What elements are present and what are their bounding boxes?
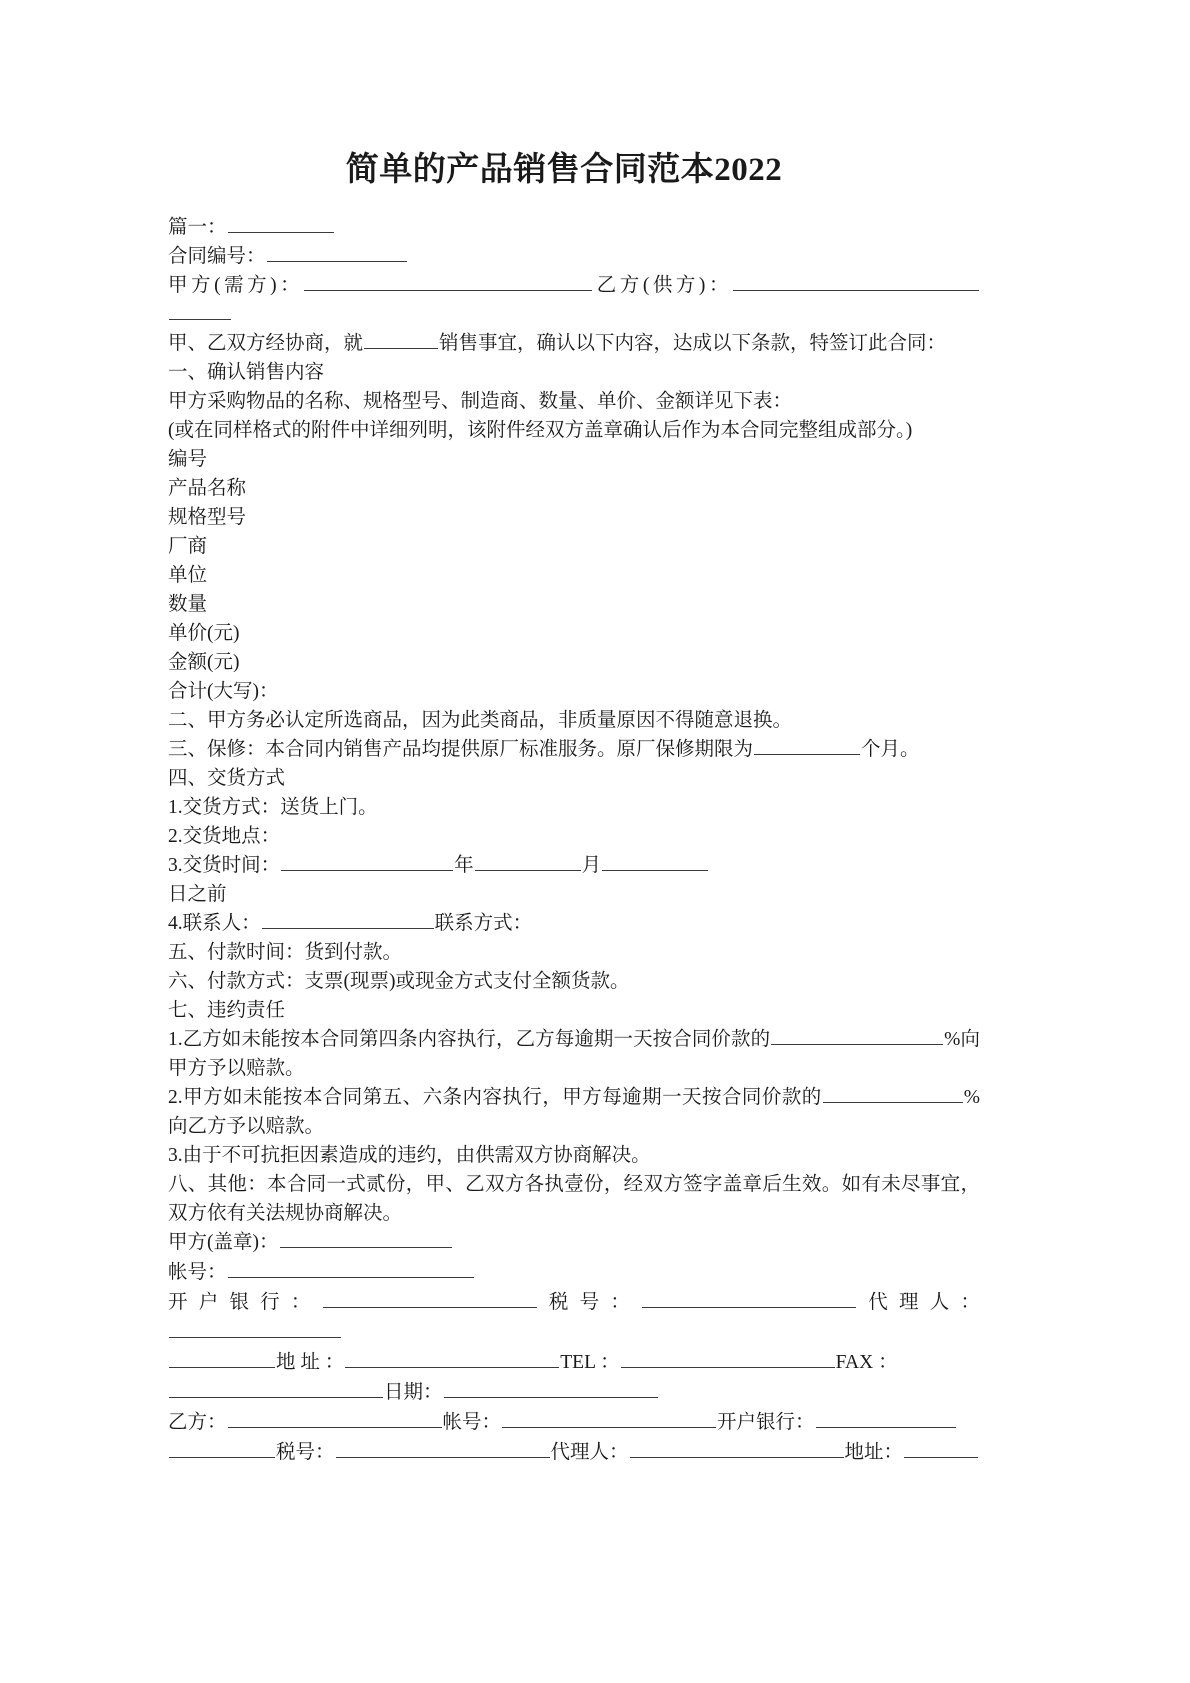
section-four-item-3 — [168, 851, 980, 880]
party-b-tax-line — [168, 1438, 980, 1468]
party-a-agent-blank-wrap[interactable] — [169, 1349, 275, 1368]
party-a-agent-blank[interactable] — [169, 1319, 341, 1338]
table-field-total-uppercase: 合计(大写)： — [168, 681, 279, 703]
party-a-date-blank[interactable] — [444, 1379, 658, 1398]
intro-after: 销售事宜，确认以下内容，达成以下条款，特签订此合同： — [439, 333, 947, 355]
line-contract-number — [168, 242, 980, 271]
contract-number-label: 合同编号： — [168, 246, 266, 268]
breach-b-before: 1.乙方如未能按本合同第四条内容执行，乙方每逾期一天按合同价款的 — [168, 1029, 771, 1051]
table-field-unit-price: 单价(元) — [168, 623, 240, 645]
table-field-manufacturer: 厂商 — [168, 536, 208, 558]
party-a-fax-blank[interactable] — [169, 1379, 383, 1398]
party-b-account-label: 帐号： — [442, 1412, 502, 1434]
party-b-blank-wrap[interactable] — [169, 301, 231, 320]
party-a-tel-blank[interactable] — [621, 1349, 835, 1368]
party-a-date-line — [168, 1378, 980, 1408]
party-b-line — [168, 1408, 980, 1438]
table-field-amount: 金额(元) — [168, 652, 240, 674]
delivery-month-blank[interactable] — [475, 852, 581, 871]
table-field-unit: 单位 — [168, 565, 208, 587]
delivery-day-blank[interactable] — [602, 852, 708, 871]
section-seven-item-2 — [168, 1083, 980, 1141]
party-a-tax-label: 税号： — [537, 1292, 642, 1314]
section-four-item-4 — [168, 909, 980, 938]
party-a-account-blank[interactable] — [228, 1259, 474, 1278]
line-parties — [168, 271, 980, 329]
document-body — [168, 213, 980, 1468]
section-three — [168, 735, 980, 764]
party-b-tax-blank[interactable] — [336, 1439, 550, 1458]
heading-section-seven: 七、违约责任 — [168, 1000, 286, 1022]
party-a-bank-line — [168, 1288, 980, 1348]
party-a-date-label: 日期： — [384, 1382, 443, 1404]
section-five: 五、付款时间：货到付款。 — [168, 942, 403, 964]
party-a-bank-blank[interactable] — [323, 1289, 537, 1308]
line-pian-yi — [168, 213, 980, 242]
section-four-item-2: 2.交货地点： — [168, 826, 281, 848]
party-a-address-line — [168, 1348, 980, 1378]
contract-number-blank[interactable] — [267, 243, 407, 262]
page-title: 简单的产品销售合同范本2022 — [345, 152, 783, 188]
section-seven-item-1 — [168, 1025, 980, 1083]
party-a-seal-line — [168, 1228, 980, 1258]
signature-block — [168, 1228, 980, 1468]
section-two: 二、甲方务必认定所选商品，因为此类商品，非质量原因不得随意退换。 — [168, 710, 793, 732]
party-a-tax-blank[interactable] — [642, 1289, 856, 1308]
party-b-account-blank[interactable] — [502, 1409, 716, 1428]
party-b-name-label: 乙方： — [168, 1412, 227, 1434]
delivery-time-prefix: 3.交货时间： — [168, 855, 281, 877]
party-b-address-blank[interactable] — [904, 1439, 978, 1458]
section-four-item-3-cont: 日之前 — [168, 884, 227, 906]
breach-b-after: %向甲方予以赔款。 — [168, 1029, 980, 1080]
pian-yi-blank[interactable] — [228, 214, 334, 233]
party-b-agent-label: 代理人： — [550, 1442, 629, 1464]
party-b-agent-blank[interactable] — [630, 1439, 844, 1458]
section-three-after: 个月。 — [861, 739, 920, 761]
party-b-bank-label: 开户银行： — [717, 1412, 815, 1434]
party-a-seal-blank[interactable] — [280, 1229, 452, 1248]
contact-person-blank[interactable] — [262, 910, 434, 929]
party-a-address-label: 地 址 ： — [276, 1352, 345, 1374]
party-b-tax-label: 税号： — [276, 1442, 335, 1464]
section-four-item-1: 1.交货方式：送货上门。 — [168, 797, 378, 819]
table-field-spec-model: 规格型号 — [168, 507, 247, 529]
line-intro — [168, 329, 980, 358]
party-a-account-label: 帐号： — [168, 1262, 227, 1284]
party-b-bank-blank-wrap[interactable] — [169, 1439, 275, 1458]
breach-a-after: %向乙方予以赔款。 — [168, 1087, 980, 1138]
section-eight: 八、其他：本合同一式贰份，甲、乙双方各执壹份，经双方签字盖章后生效。如有未尽事宜，双方依有关法规协商解决。 — [168, 1174, 980, 1225]
breach-a-before: 2.甲方如未能按本合同第五、六条内容执行，甲方每逾期一天按合同价款的 — [168, 1087, 822, 1109]
breach-a-percent-blank[interactable] — [823, 1084, 963, 1103]
section-three-before: 三、保修：本合同内销售产品均提供原厂标准服务。原厂保修期限为 — [168, 739, 754, 761]
party-b-bank-blank[interactable] — [816, 1409, 956, 1428]
party-a-tel-label: TEL ： — [560, 1352, 620, 1374]
delivery-year-label: 年 — [454, 855, 474, 877]
party-b-blank[interactable] — [733, 272, 979, 291]
intro-blank[interactable] — [364, 330, 438, 349]
heading-section-four: 四、交货方式 — [168, 768, 286, 790]
party-a-seal-label: 甲方(盖章)： — [168, 1232, 279, 1254]
breach-b-percent-blank[interactable] — [771, 1026, 943, 1045]
delivery-year-blank[interactable] — [281, 852, 453, 871]
intro-before: 甲、乙双方经协商，就 — [168, 333, 364, 355]
table-field-bianhao: 编号 — [168, 449, 208, 471]
delivery-month-label: 月 — [581, 855, 602, 877]
party-a-label: 甲方(需方)： — [168, 275, 304, 297]
party-a-agent-label: 代理人： — [857, 1292, 980, 1314]
table-field-product-name: 产品名称 — [168, 478, 247, 500]
section-seven-item-3: 3.由于不可抗拒因素造成的违约，由供需双方协商解决。 — [168, 1145, 651, 1167]
table-field-quantity: 数量 — [168, 594, 208, 616]
warranty-months-blank[interactable] — [754, 736, 860, 755]
party-a-blank[interactable] — [304, 272, 592, 291]
party-b-name-blank[interactable] — [228, 1409, 442, 1428]
party-a-bank-label: 开户银行： — [168, 1292, 322, 1314]
party-a-account-line — [168, 1258, 980, 1288]
contact-person-prefix: 4.联系人： — [168, 913, 261, 935]
party-b-address-label: 地址： — [844, 1442, 904, 1464]
party-b-label: 乙方(供方)： — [593, 275, 732, 297]
pian-yi-label: 篇一： — [168, 217, 227, 239]
heading-section-one: 一、确认销售内容 — [168, 362, 325, 384]
party-a-address-blank[interactable] — [345, 1349, 559, 1368]
section-six: 六、付款方式：支票(现票)或现金方式支付全额货款。 — [168, 971, 630, 993]
contact-method-label: 联系方式： — [434, 913, 533, 935]
section-one-line-2: (或在同样格式的附件中详细列明，该附件经双方盖章确认后作为本合同完整组成部分。) — [168, 420, 913, 442]
party-a-fax-label: FAX ： — [835, 1352, 898, 1374]
section-one-line-1: 甲方采购物品的名称、规格型号、制造商、数量、单价、金额详见下表： — [168, 391, 793, 413]
